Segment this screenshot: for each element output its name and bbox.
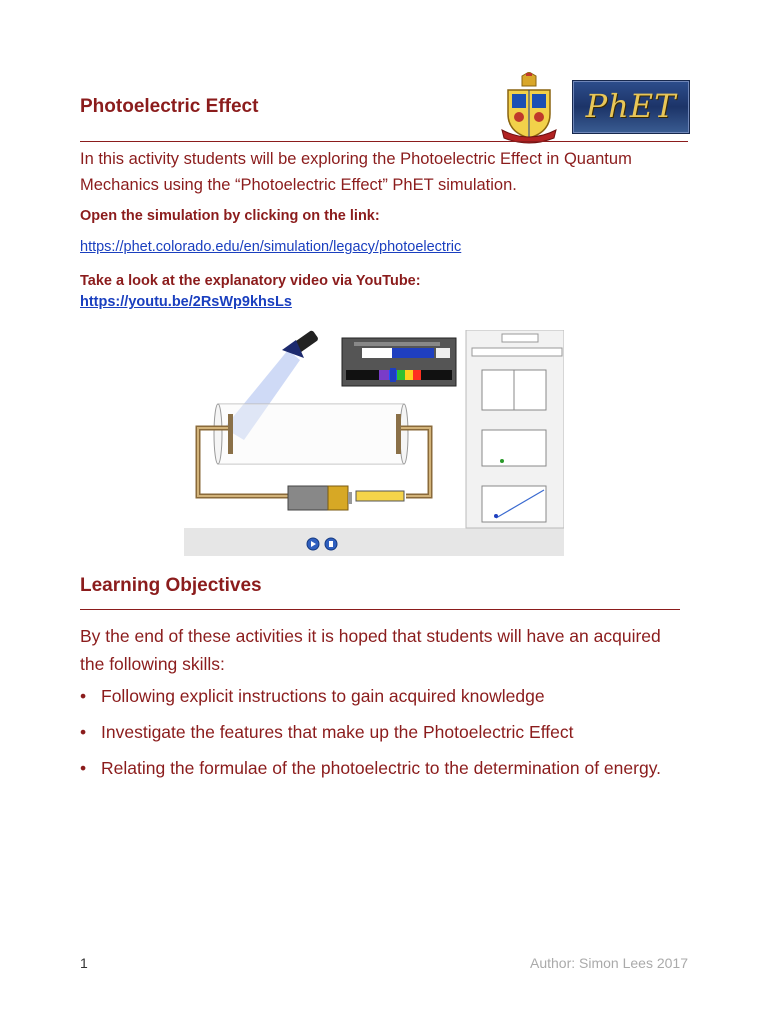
author-credit: Author: Simon Lees 2017 [530,955,688,971]
phet-logo [572,80,690,134]
light-control-panel [342,338,456,386]
vacuum-tube [214,404,408,464]
objectives-intro: By the end of these activities it is hoped that students will have an acquired the following skills: [80,626,661,674]
simulation-link-prompt: Open the simulation by clicking on the link: [80,208,380,224]
objectives-heading: Learning Objectives [80,575,262,596]
simulation-link[interactable]: https://phet.colorado.edu/en/simulation/legacy/photoelectric [80,239,462,255]
objectives-rule [80,609,680,610]
video-link[interactable]: https://youtu.be/2RsWp9khsLs [80,294,292,310]
sim-control-bar [184,528,564,556]
phet-logo-text: PhET [585,87,677,125]
simulation-screenshot [184,330,564,556]
graphs-panel [466,330,564,528]
bullet-icon: • [80,722,87,742]
bullet-icon: • [80,686,87,706]
video-link-prompt: Take a look at the explanatory video via YouTube: [80,273,421,289]
title-rule [80,141,688,142]
intro-paragraph: In this activity students will be exploring the Photoelectric Effect in Quantum Mechanics using the “Photoelectric Effect” PhET simulation. [80,150,632,194]
bullet-icon: • [80,758,87,778]
school-crest-logo [500,72,558,144]
page-number: 1 [80,955,88,971]
page-title: Photoelectric Effect [80,96,259,117]
